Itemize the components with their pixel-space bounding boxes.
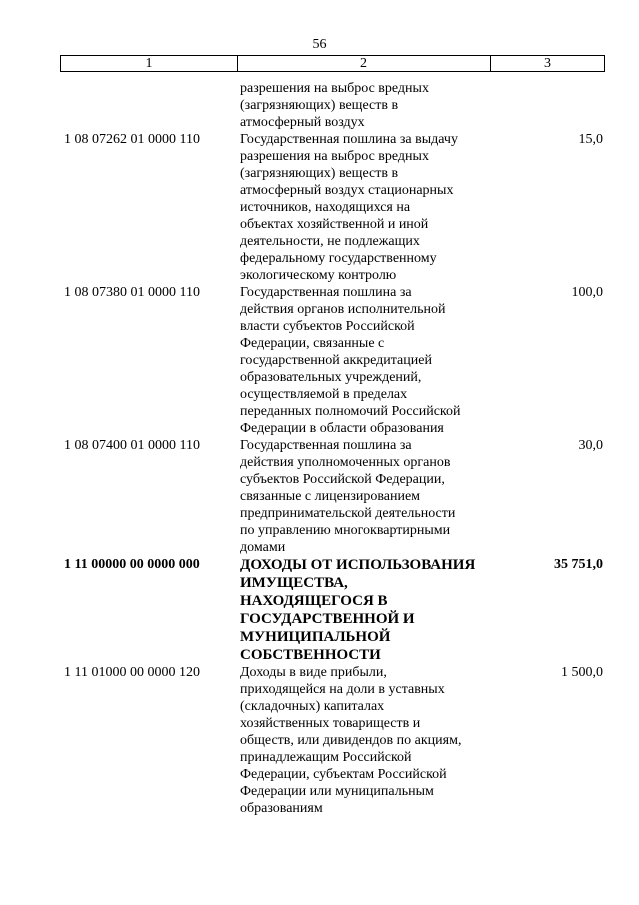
table-row [60,664,605,817]
table-row [60,80,605,131]
row-name: Государственная пошлина за выдачу разрешения на выброс вредных (загрязняющих) веществ в атмосферный воздух стационарных источников, находящихся на объектах хозяйственной и иной деятельности, не подлежащих федеральному государственному экологическому контролю [240,132,458,283]
column-header-1: 1 [61,56,238,71]
row-code: 1 08 07380 01 0000 110 [64,285,200,300]
table-row [60,284,605,437]
income-table-body [60,80,605,817]
column-header-row [60,55,605,72]
row-code: 1 11 01000 00 0000 120 [64,665,200,680]
page-number: 56 [312,37,327,52]
row-sum: 100,0 [571,285,603,300]
row-code: 1 08 07262 01 0000 110 [64,132,200,147]
row-name: разрешения на выброс вредных (загрязняющих) веществ в атмосферный воздух [240,81,429,130]
row-code: 1 11 00000 00 0000 000 [64,557,200,572]
table-row [60,437,605,556]
table-row-section-heading [60,556,605,664]
column-header-2: 2 [237,56,491,71]
table-row [60,131,605,284]
row-sum: 1 500,0 [561,665,603,680]
row-name: Доходы в виде прибыли, приходящейся на доли в уставных (складочных) капиталах хозяйственных товариществ и обществ, или дивидендов по акциям, принадлежащим Российской Федерации, субъектам Российской Федерации или муниципальным образованиям [240,665,462,816]
row-sum: 15,0 [578,132,603,147]
row-sum: 35 751,0 [554,557,603,572]
row-name: Государственная пошлина за действия органов исполнительной власти субъектов Российской Федерации, связанные с государственной аккредитацией образовательных учреждений, осуществляемой в пределах переданных полномочий Российской Федерации в области образования [240,285,461,436]
row-name: ДОХОДЫ ОТ ИСПОЛЬЗОВАНИЯ ИМУЩЕСТВА, НАХОДЯЩЕГОСЯ В ГОСУДАРСТВЕННОЙ И МУНИЦИПАЛЬНОЙ СОБСТВЕННОСТИ [240,557,476,663]
row-code: 1 08 07400 01 0000 110 [64,438,200,453]
column-header-3: 3 [544,56,551,71]
row-name: Государственная пошлина за действия уполномоченных органов субъектов Российской Федерации, связанные с лицензированием предпринимательской деятельности по управлению многоквартирными домами [240,438,456,555]
row-sum: 30,0 [578,438,603,453]
